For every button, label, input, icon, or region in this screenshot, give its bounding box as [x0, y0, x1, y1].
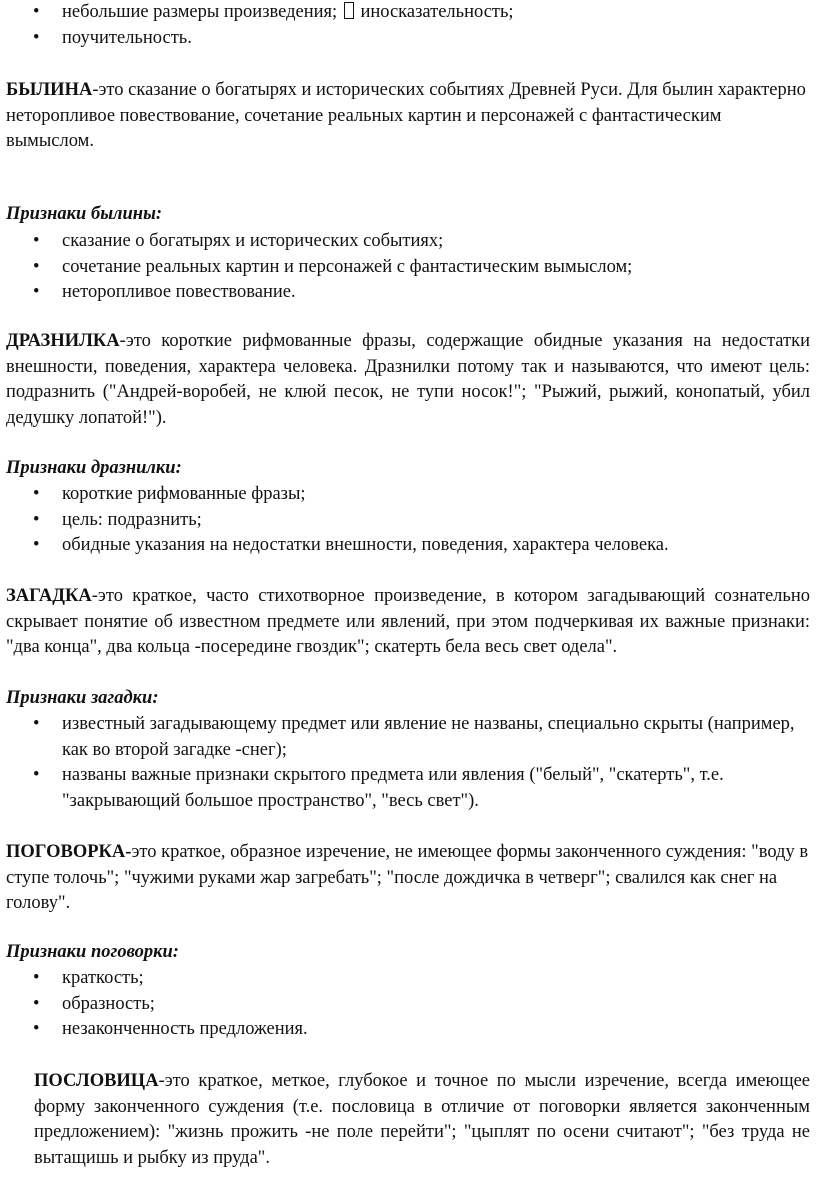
list-item: • цель: подразнить; — [6, 508, 810, 534]
pogovorka-definition: ПОГОВОРКА-это краткое, образное изречение, не имеющее формы законченного суждения: "воду в ступе толочь"; "чужими руками жар загребать"; "после дождичка в четверг"; свалился как снег на голову". — [6, 842, 809, 913]
list-item: • краткость; — [6, 966, 810, 992]
list-item: • сочетание реальных картин и персонажей с фантастическим вымыслом; — [6, 255, 810, 281]
term-zagadka: ЗАГАДКА — [6, 586, 92, 606]
zagadka-signs-list — [6, 712, 810, 814]
list-item: • короткие рифмованные фразы; — [6, 482, 810, 508]
intro-list — [6, 0, 810, 51]
zagadka-definition: ЗАГАДКА-это краткое, часто стихотворное произведение, в котором загадывающий сознательно скрывает понятие об известном предмете или явлений, при этом подчеркивая их важные признаки: "два конца", два кольца -посередине гвоздик"; скатерть бела весь свет одела". — [6, 586, 810, 657]
bylina-signs-heading: Признаки былины: — [6, 204, 163, 224]
draznilka-definition: ДРАЗНИЛКА-это короткие рифмованные фразы, содержащие обидные указания на недостатки внешности, поведения, характера человека. Дразнилки потому так и называются, что имеют цель: подразнить ("Андрей-воробей, не клюй песок, не тупи носок!"; "Рыжий, рыжий, конопатый, убил дедушку лопатой!"). — [6, 331, 810, 428]
list-item: • незаконченность предложения. — [6, 1017, 810, 1043]
bylina-definition: БЫЛИНА-это сказание о богатырях и исторических событиях Древней Руси. Для былин характерно неторопливое повествование, сочетание реальных картин и персонажей с фантастическим вымыслом. — [6, 80, 806, 151]
pogovorka-signs-heading: Признаки поговорки: — [6, 942, 179, 962]
list-item: • поучительность. — [6, 26, 810, 52]
list-item: • обидные указания на недостатки внешности, поведения, характера человека. — [6, 533, 810, 559]
term-pogovorka: ПОГОВОРКА- — [6, 842, 132, 862]
missing-glyph-box-icon — [344, 2, 354, 19]
poslovitsa-definition: ПОСЛОВИЦА-это краткое, меткое, глубокое и точное по мысли изречение, всегда имеющее форму законченного суждения (т.е. пословица в отличие от поговорки является законченным предложением): "жизнь прожить -не поле перейти"; "цыплят по осени считают"; "без труда не вытащишь и рыбку из пруда". — [34, 1071, 810, 1168]
term-poslovitsa: ПОСЛОВИЦА — [34, 1071, 159, 1091]
term-draznilka: ДРАЗНИЛКА — [6, 331, 120, 351]
bylina-signs-list — [6, 229, 810, 306]
list-item: • названы важные признаки скрытого предмета или явления ("белый", "скатерть", т.е. "закрывающий большое пространство", "весь свет"). — [6, 763, 810, 814]
list-item: • образность; — [6, 992, 810, 1018]
zagadka-signs-heading: Признаки загадки: — [6, 688, 159, 708]
term-bylina: БЫЛИНА — [6, 80, 93, 100]
list-item: • сказание о богатырях и исторических событиях; — [6, 229, 810, 255]
list-item: • неторопливое повествование. — [6, 280, 810, 306]
list-item: • известный загадывающему предмет или явление не названы, специально скрыты (например, как во второй загадке -снег); — [6, 712, 810, 763]
draznilka-signs-list — [6, 482, 810, 559]
draznilka-signs-heading: Признаки дразнилки: — [6, 458, 182, 478]
list-item: • небольшие размеры произведения; иносказательность; — [6, 0, 810, 26]
pogovorka-signs-list — [6, 966, 810, 1043]
